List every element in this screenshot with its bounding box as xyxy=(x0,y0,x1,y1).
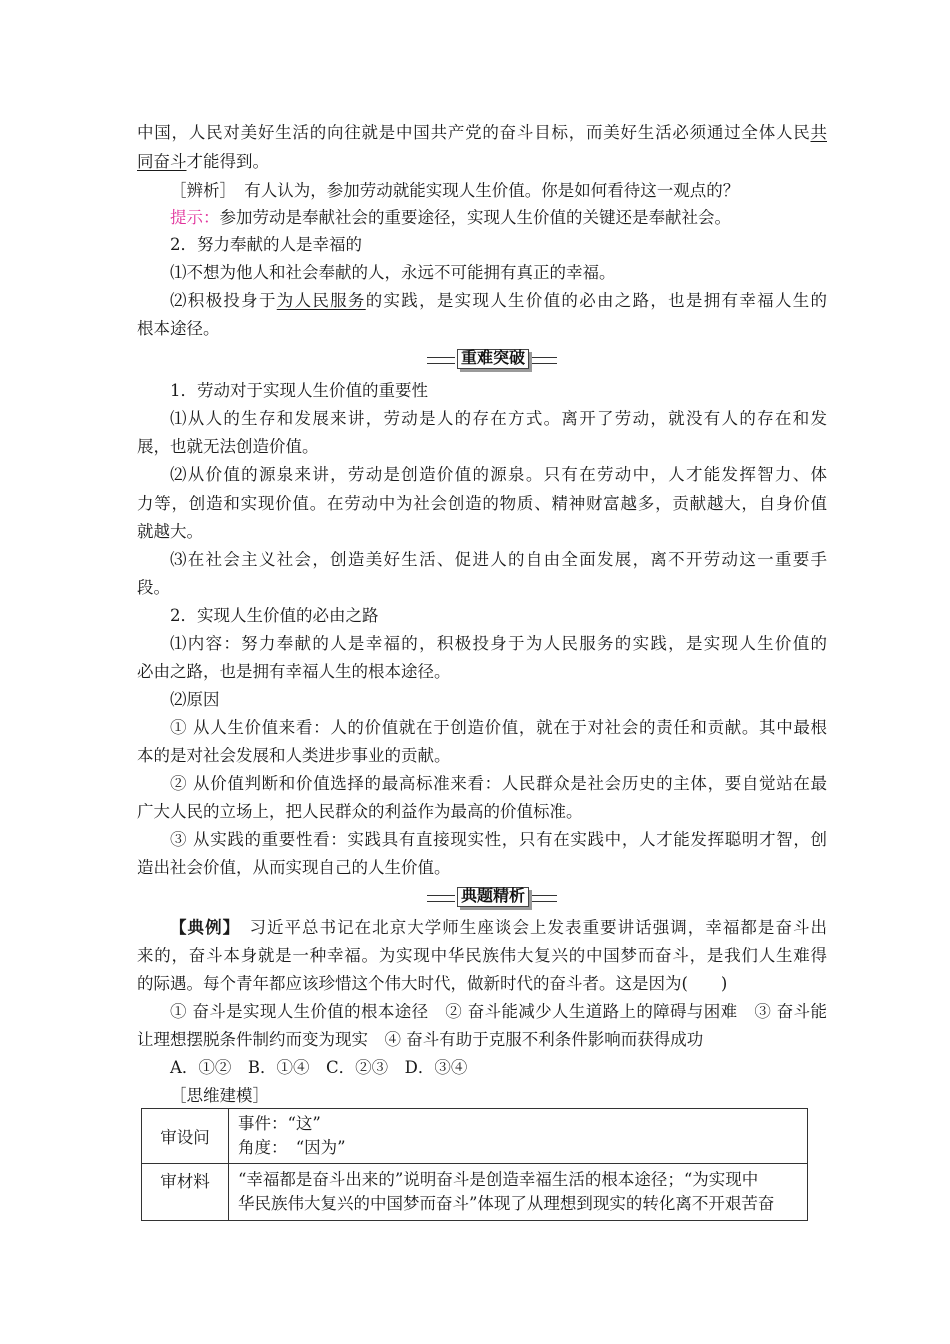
answer-choices: A．①② B．①④ C．②③ D．③④ xyxy=(170,1058,468,1077)
paragraph-line: 必由之路，也是拥有幸福人生的根本途径。 xyxy=(137,662,451,681)
paragraph-line: ⑴从人的生存和发展来讲，劳动是人的存在方式。离开了劳动，就没有人的存在和发 xyxy=(170,409,827,428)
section-heading: 1．劳动对于实现人生价值的重要性 xyxy=(170,381,428,400)
paragraph-line: ① 从人生价值来看：人的价值就在于创造价值，就在于对社会的责任和贡献。其中最根 xyxy=(170,718,827,737)
list-item: ⑴不想为他人和社会奉献的人，永远不可能拥有真正的幸福。 xyxy=(170,263,616,282)
example-line: 【典例】 习近平总书记在北京大学师生座谈会上发表重要讲话强调，幸福都是奋斗出 xyxy=(170,918,828,937)
paragraph-line: 就越大。 xyxy=(137,522,203,541)
row-head: 审材料 xyxy=(142,1164,229,1221)
bianxi-question: ［辨析］ 有人认为，参加劳动就能实现人生价值。你是如何看待这一观点的？ xyxy=(170,181,740,200)
paragraph-line: ⑵原因 xyxy=(170,690,220,709)
example-option: 让理想摆脱条件制约而变为现实 ④ 奋斗有助于克服不利条件影响而获得成功 xyxy=(137,1030,704,1049)
list-item-cont: 根本途径。 xyxy=(137,319,220,338)
bianxi-hint: 提示：参加劳动是奉献社会的重要途径，实现人生价值的关键还是奉献社会。 xyxy=(170,208,731,227)
paragraph-line: 造出社会价值，从而实现自己的人生价值。 xyxy=(137,858,451,877)
example-line: 来的，奋斗本身就是一种幸福。为实现中华民族伟大复兴的中国梦而奋斗，是我们人生难得 xyxy=(137,946,827,965)
paragraph-line: ③ 从实践的重要性看：实践具有直接现实性，只有在实践中，人才能发挥聪明才智，创 xyxy=(170,830,827,849)
cell-line: 角度： “因为” xyxy=(238,1138,346,1157)
section-heading: 2．实现人生价值的必由之路 xyxy=(170,606,379,625)
list-item: ⑵积极投身于为人民服务的实践，是实现人生价值的必由之路，也是拥有幸福人生的 xyxy=(170,291,828,310)
row-head: 审设问 xyxy=(142,1109,229,1164)
section-heading: 2．努力奉献的人是幸福的 xyxy=(170,235,362,254)
paragraph-line: 段。 xyxy=(137,578,170,597)
paragraph-line: ⑶在社会主义社会，创造美好生活、促进人的自由全面发展，离不开劳动这一重要手 xyxy=(170,550,827,569)
row-body xyxy=(229,1109,808,1164)
paragraph-line: ② 从价值判断和价值选择的最高标准来看：人民群众是社会历史的主体，要自觉站在最 xyxy=(170,774,827,793)
paragraph-line: 本的是对社会发展和人类进步事业的贡献。 xyxy=(137,746,451,765)
row-body xyxy=(229,1164,808,1221)
banner-title: 典题精析 xyxy=(460,886,525,905)
paragraph-line: ⑵从价值的源泉来讲，劳动是创造价值的源泉。只有在劳动中，人才能发挥智力、体 xyxy=(170,465,827,484)
cell-line: 事件：“这” xyxy=(238,1114,321,1133)
cell-line: 华民族伟大复兴的中国梦而奋斗”体现了从理想到现实的转化离不开艰苦奋 xyxy=(238,1194,775,1213)
section-banner xyxy=(427,349,557,371)
paragraph-line: 展，也就无法创造价值。 xyxy=(137,437,319,456)
paragraph-line: 力等，创造和实现价值。在劳动中为社会创造的物质、精神财富越多，贡献越大，自身价值 xyxy=(137,494,827,513)
model-label: ［思维建模］ xyxy=(170,1086,269,1105)
section-banner xyxy=(427,887,557,909)
example-option: ① 奋斗是实现人生价值的根本途径 ② 奋斗能减少人生道路上的障碍与困难 ③ 奋斗能 xyxy=(170,1002,827,1021)
paragraph-line: 广大人民的立场上，把人民群众的利益作为最高的价值标准。 xyxy=(137,802,583,821)
example-line: 的际遇。每个青年都应该珍惜这个伟大时代，做新时代的奋斗者。这是因为( ) xyxy=(137,974,728,993)
table-row xyxy=(142,1164,808,1221)
thinking-model-table xyxy=(141,1108,808,1221)
table-row xyxy=(142,1109,808,1164)
paragraph-line: ⑴内容：努力奉献的人是幸福的，积极投身于为人民服务的实践，是实现人生价值的 xyxy=(170,634,827,653)
paragraph-line: 同奋斗才能得到。 xyxy=(137,152,269,171)
banner-title: 重难突破 xyxy=(460,348,525,367)
paragraph-line: 中国，人民对美好生活的向往就是中国共产党的奋斗目标，而美好生活必须通过全体人民共 xyxy=(137,123,827,142)
cell-line: “幸福都是奋斗出来的”说明奋斗是创造幸福生活的根本途径；“为实现中 xyxy=(238,1170,759,1189)
